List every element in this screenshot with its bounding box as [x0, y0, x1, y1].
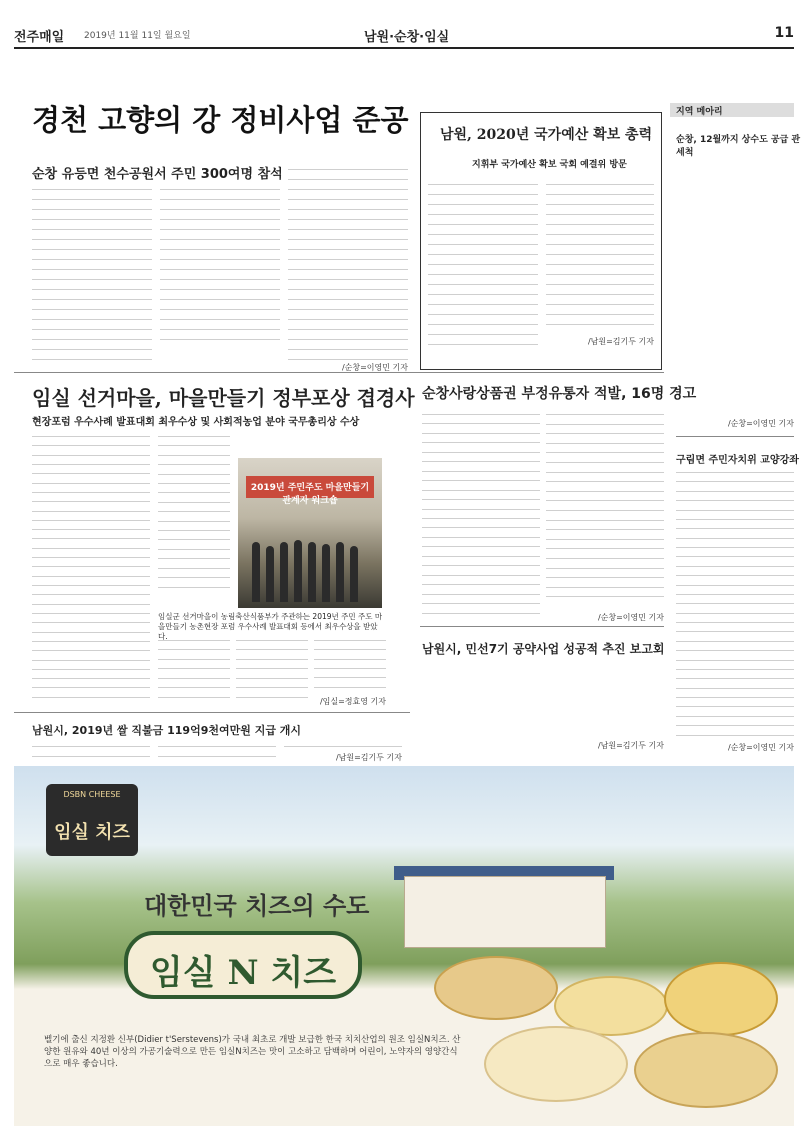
cheese-wheel-image — [664, 962, 778, 1036]
person-figure — [294, 540, 302, 602]
sidebar-label-bar — [670, 103, 794, 117]
article-1-col-3 — [288, 165, 408, 365]
article-6-title: 남원시, 2019년 쌀 직불금 119억9천여만원 지급 개시 — [32, 724, 302, 737]
ad-brand-plate — [124, 931, 362, 999]
building-image — [404, 876, 606, 948]
article-1-subtitle: 순창 유등면 천수공원서 주민 300여명 참석 — [32, 167, 283, 182]
divider-1 — [14, 372, 664, 373]
section-name: 남원·순창·임실 — [364, 30, 450, 45]
sidebar-1-title: 순창, 12월까지 상수도 공급 관 세척 — [676, 135, 801, 158]
ad-brand-name: 임실 N 치즈 — [149, 953, 337, 993]
sidebar-1-body — [676, 150, 794, 402]
article-4-col-2 — [546, 410, 664, 602]
cheese-wheel-image — [434, 956, 558, 1020]
article-1-col-2 — [160, 185, 280, 365]
article-3-col-2 — [158, 432, 230, 592]
article-1-title: 경천 고향의 강 정비사업 준공 — [32, 103, 409, 137]
page-number: 11 — [774, 25, 794, 41]
article-3-col-3 — [158, 636, 230, 702]
sidebar-divider — [676, 436, 794, 437]
article-3-title: 임실 선거마을, 마을만들기 정부포상 겹경사 — [32, 386, 415, 410]
sidebar-2-title: 구림면 주민자치위 교양강좌 — [676, 455, 799, 466]
masthead — [14, 24, 794, 46]
brand-logo-top: DSBN CHEESE — [63, 790, 121, 799]
masthead-rule — [14, 47, 794, 49]
person-figure — [350, 546, 358, 602]
article-4-title: 순창사랑상품권 부정유통자 적발, 16명 경고 — [422, 386, 697, 402]
photo-banner — [246, 476, 374, 506]
article-3-photo — [238, 458, 382, 608]
article-1-byline: /순창=이영민 기자 — [341, 363, 408, 372]
article-2-title: 남원, 2020년 국가예산 확보 총력 — [440, 127, 653, 143]
article-2-subtitle: 지휘부 국가예산 확보 국회 예결위 방문 — [472, 160, 627, 170]
article-3-col-1 — [32, 432, 150, 702]
person-figure — [280, 542, 288, 602]
person-figure — [308, 542, 316, 602]
person-figure — [252, 542, 260, 602]
article-3-byline: /임실=정효영 기자 — [319, 697, 386, 706]
divider-2 — [420, 626, 664, 627]
issue-date: 2019년 11월 11일 월요일 — [84, 31, 191, 41]
article-4-col-1 — [422, 410, 540, 618]
article-2-byline: /남원=김기두 기자 — [587, 337, 654, 346]
brand-logo — [46, 784, 138, 856]
cheese-advertisement — [14, 766, 794, 1126]
article-2-col-1 — [428, 180, 538, 350]
article-5-byline: /남원=김기두 기자 — [597, 741, 664, 750]
article-6-col-1 — [32, 742, 150, 762]
cheese-wheel-image — [634, 1032, 778, 1108]
person-figure — [266, 546, 274, 602]
paper-name: 전주매일 — [14, 30, 65, 45]
article-2-col-2 — [546, 180, 654, 330]
article-5-title: 남원시, 민선7기 공약사업 성공적 추진 보고회 — [422, 642, 665, 656]
sidebar-2-byline: /순창=이영민 기자 — [727, 743, 794, 752]
cheese-wheel-image — [484, 1026, 628, 1102]
article-1 — [32, 98, 432, 139]
article-5-col-1 — [422, 664, 540, 744]
sidebar-label: 지역 메아리 — [676, 107, 723, 117]
ad-copy: 벨기에 출신 지정환 신부(Didier t'Serstevens)가 국내 최초로 개발 보급한 한국 치치산업의 원조 임실N치즈. 산양한 원유와 40년 이상의 가공기술력으로 만든 임실N치즈는 맛이 고소하고 담백하며 어린이, 노약자의 영양간식으로 매우 좋습니다. — [44, 1035, 461, 1069]
article-1-col-1 — [32, 185, 152, 365]
article-3-subtitle: 현장포럼 우수사례 발표대회 최우수상 및 사회적농업 분야 국무총리상 수상 — [32, 417, 360, 428]
article-4-byline: /순창=이영민 기자 — [597, 613, 664, 622]
article-3-caption: 임실군 선거마을이 농림축산식품부가 주관하는 2019년 주민 주도 마을만들기 농촌현장 포럼 우수사례 발표대회 등에서 최우수상을 받았다. — [158, 612, 383, 641]
brand-logo-main: 임실 치즈 — [54, 822, 130, 843]
article-5-col-2 — [546, 664, 664, 734]
article-6-byline: /남원=김기두 기자 — [335, 753, 402, 762]
sidebar-1-byline: /순창=이영민 기자 — [727, 419, 794, 428]
ad-tagline: 대한민국 치즈의 수도 — [144, 891, 370, 920]
photo-banner-text: 2019년 주민주도 마을만들기 관계자 워크숍 — [250, 483, 370, 506]
article-3-col-5 — [314, 636, 386, 692]
sidebar-2-body — [676, 468, 794, 740]
article-6-col-2 — [158, 742, 276, 762]
divider-3 — [14, 712, 410, 713]
article-3-col-4 — [236, 636, 308, 702]
person-figure — [336, 542, 344, 602]
person-figure — [322, 544, 330, 602]
